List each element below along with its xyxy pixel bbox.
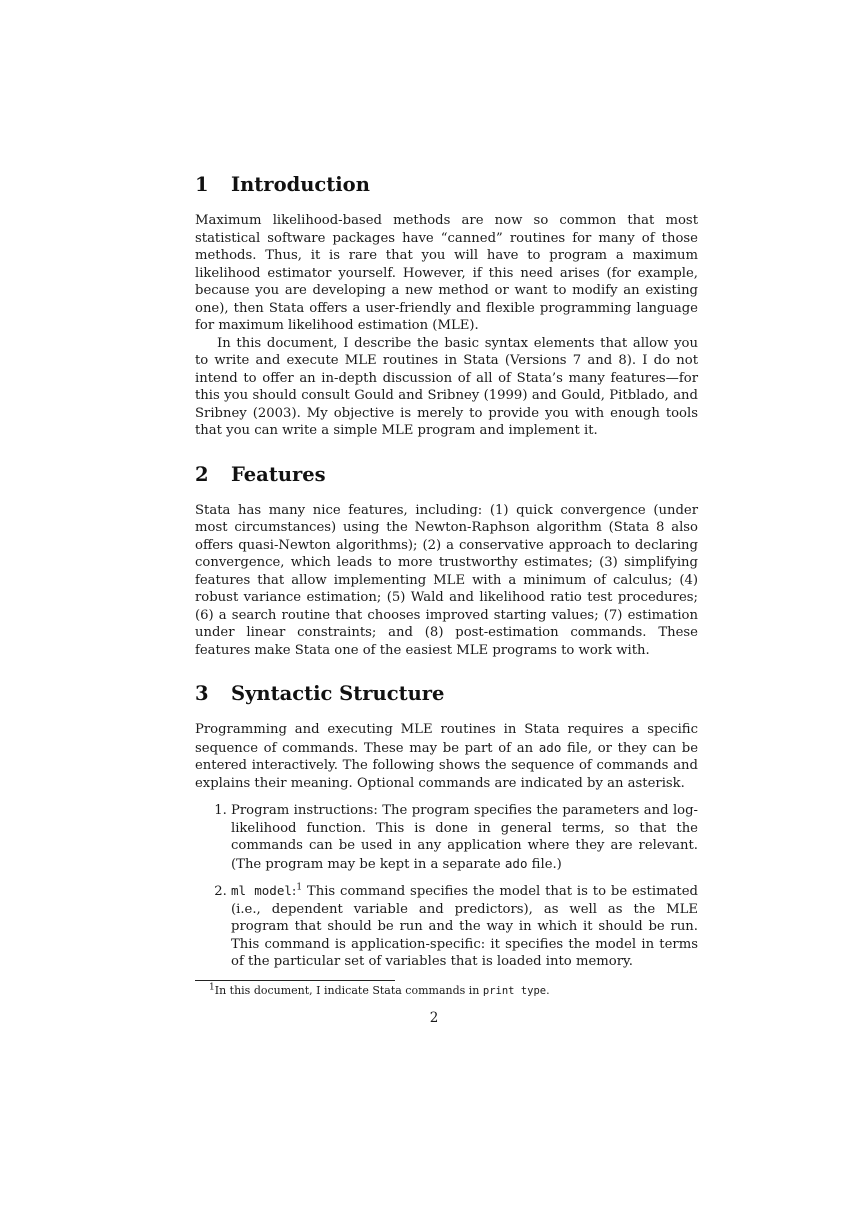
section-heading bbox=[195, 681, 698, 707]
page-number: 2 bbox=[429, 1010, 439, 1026]
section-number: 3 bbox=[195, 682, 209, 705]
footnote-divider bbox=[195, 980, 395, 981]
text-run: file, or they can be entered interactively. The following shows the sequence of commands and explains their meaning. Optional commands are indicated by an asterisk. bbox=[195, 740, 699, 791]
section-title: Introduction bbox=[231, 173, 370, 196]
section-number: 1 bbox=[195, 173, 209, 196]
section-heading bbox=[195, 172, 698, 198]
footnote bbox=[195, 981, 698, 998]
inline-code: ado bbox=[504, 855, 528, 871]
text-run: Programming and executing MLE routines in Stata requires a specific sequence of commands. These may be part of an bbox=[195, 722, 698, 756]
paragraph: Stata has many nice features, including: (1) quick convergence (under most circumstances) using the Newton-Raphson algorithm (Stata 8 also offers quasi-Newton algorithms); (2) a conservative approach to declaring convergence, which leads to more trustworthy estimates; (3) simplifying features that allow implementing MLE with a minimum of calculus; (4) robust variance estimation; (5) Wald and likelihood ratio test procedures; (6) a search routine that chooses improved starting values; (7) estimation under linear constraints; and (8) post-estimation commands. These features make Stata one of the easiest MLE programs to work with. bbox=[195, 502, 698, 658]
section-title: Syntactic Structure bbox=[231, 682, 445, 705]
footnote-mark[interactable]: 1 bbox=[296, 882, 303, 893]
section-features bbox=[195, 462, 698, 660]
paragraph bbox=[195, 721, 698, 792]
inline-code: print type bbox=[482, 984, 547, 997]
paragraph: In this document, I describe the basic syntax elements that allow you to write and execute MLE routines in Stata (Versions 7 and 8). I do not intend to offer an in-depth discussion of all of Stata’s many features—for this you should consult Gould and Sribney (1999) and Gould, Pitblado, and Sribney (2003). My objective is merely to provide you with enough tools that you can write a simple MLE program and implement it. bbox=[195, 335, 698, 438]
section-number: 2 bbox=[195, 462, 209, 486]
list-item bbox=[231, 882, 698, 971]
paragraph: Maximum likelihood-based methods are now so common that most statistical software packages have “canned” routines for many of those methods. Thus, it is rare that you will have to program a maximum likelihood estimator yourself. However, if this need arises (for example, because you are developing a new method or want to modify an existing one), then Stata offers a user-friendly and flexible programming language for maximum likelihood estimation (MLE). bbox=[195, 213, 698, 333]
command-list bbox=[195, 802, 698, 971]
text-run: This command specifies the model that is to be estimated (i.e., dependent variable and predictors), as well as the MLE program that should be run and the way in which it should be run. This command is application-specific: it specifies the model in terms of the particular set of variables that is loaded into memory. bbox=[231, 884, 698, 969]
footnote-mark: 1 bbox=[209, 981, 215, 992]
text-run: In this document, I indicate Stata commands in bbox=[214, 983, 483, 997]
text-run: : bbox=[291, 884, 297, 899]
text-run: . bbox=[546, 983, 550, 997]
section-heading bbox=[195, 462, 698, 488]
text-run: file.) bbox=[527, 856, 562, 872]
page-body bbox=[195, 172, 698, 998]
text-run: Program instructions: The program specifies the parameters and log-likelihood function. This is done in general terms, so that the commands can be used in any application where they are relevant. (The program may be kept in a separate bbox=[231, 803, 698, 872]
inline-code: ml model bbox=[231, 883, 292, 898]
section-syntactic-structure bbox=[195, 681, 698, 971]
section-title: Features bbox=[231, 462, 326, 486]
inline-code: ado bbox=[538, 739, 562, 755]
list-item bbox=[231, 802, 698, 873]
section-introduction bbox=[195, 172, 698, 440]
